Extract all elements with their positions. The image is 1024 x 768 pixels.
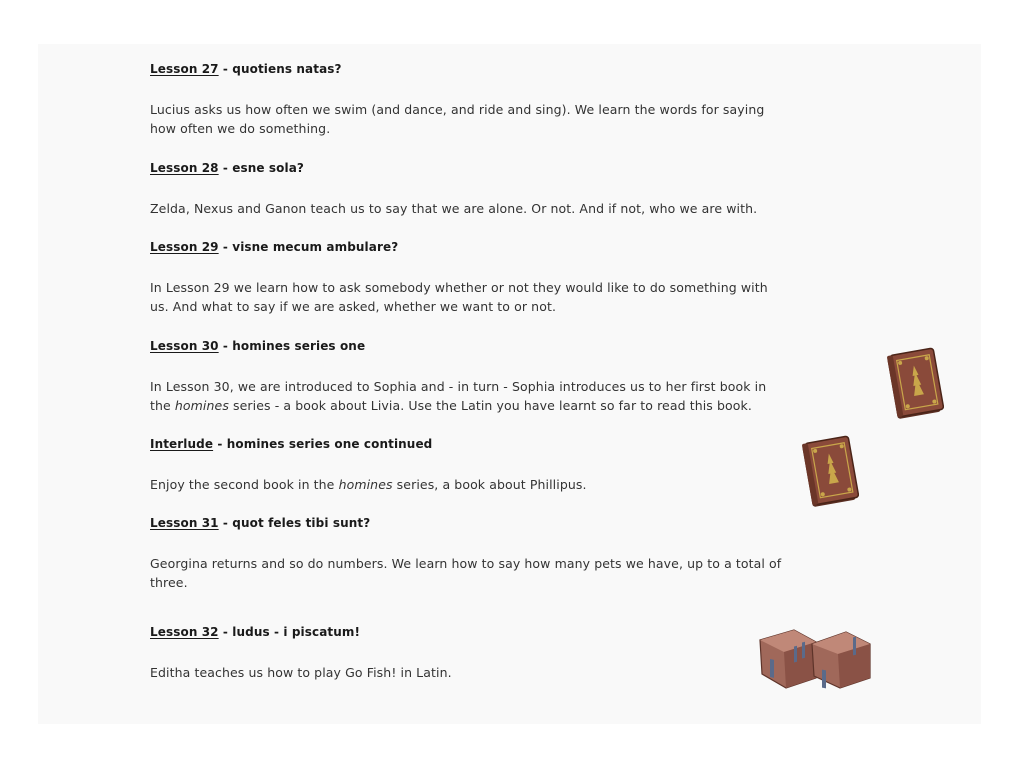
lesson-description: Zelda, Nexus and Ganon teach us to say that we are alone. Or not. And if not, who we are with. bbox=[150, 200, 758, 216]
dice-icon bbox=[756, 626, 874, 692]
lesson-description bbox=[150, 377, 790, 416]
description-text: series, a book about Phillipus. bbox=[392, 476, 587, 492]
lesson-link-29[interactable]: Lesson 29 bbox=[150, 240, 219, 254]
lesson-title: - esne sola? bbox=[218, 161, 304, 175]
lesson-link-32[interactable]: Lesson 32 bbox=[150, 625, 219, 639]
lesson-title: - quotiens natas? bbox=[218, 62, 342, 76]
lesson-heading bbox=[150, 159, 790, 179]
lesson-description: Lucius asks us how often we swim (and dance, and ride and sing). We learn the words for saying how often we do something. bbox=[150, 101, 765, 136]
lesson-description bbox=[150, 475, 790, 495]
lesson-description: Georgina returns and so do numbers. We learn how to say how many pets we have, up to a total of three. bbox=[150, 555, 782, 590]
lesson-link-31[interactable]: Lesson 31 bbox=[150, 516, 219, 530]
lesson-heading bbox=[150, 238, 790, 258]
lesson-entry-31 bbox=[150, 514, 790, 593]
lesson-entry-interlude bbox=[150, 435, 790, 494]
lesson-heading bbox=[150, 514, 790, 534]
lesson-entry-27 bbox=[150, 60, 790, 139]
series-name: homines bbox=[338, 476, 393, 492]
description-text: Enjoy the second book in the bbox=[150, 476, 339, 492]
lesson-description: In Lesson 29 we learn how to ask somebody whether or not they would like to do something with us. And what to say if we are asked, whether we want to or not. bbox=[150, 279, 768, 314]
lesson-entry-29 bbox=[150, 238, 790, 317]
book-icon bbox=[882, 346, 944, 422]
lesson-title: - quot feles tibi sunt? bbox=[218, 516, 371, 530]
book-icon bbox=[797, 434, 859, 510]
description-text: series - a book about Livia. Use the Latin you have learnt so far to read this book. bbox=[228, 398, 752, 413]
lesson-title: - ludus - i piscatum! bbox=[218, 625, 361, 639]
lesson-heading bbox=[150, 337, 790, 357]
lesson-heading bbox=[150, 435, 790, 455]
lesson-entry-30 bbox=[150, 337, 790, 416]
description-text: In Lesson 30, we are introduced to Sophia and - in turn - Sophia introduces us to her first book in the bbox=[150, 378, 767, 413]
series-name: homines bbox=[174, 398, 229, 413]
lesson-link-interlude[interactable]: Interlude bbox=[150, 437, 214, 451]
lesson-title: - visne mecum ambulare? bbox=[218, 240, 399, 254]
lesson-title: - homines series one bbox=[218, 339, 366, 353]
lesson-link-28[interactable]: Lesson 28 bbox=[150, 161, 219, 175]
lesson-link-27[interactable]: Lesson 27 bbox=[150, 62, 219, 76]
lesson-heading bbox=[150, 623, 790, 643]
lesson-heading bbox=[150, 60, 790, 80]
lesson-entry-28 bbox=[150, 159, 790, 218]
lesson-title: - homines series one continued bbox=[213, 437, 433, 451]
lesson-entry-32 bbox=[150, 623, 790, 682]
lesson-description: Editha teaches us how to play Go Fish! in Latin. bbox=[150, 664, 452, 680]
lesson-link-30[interactable]: Lesson 30 bbox=[150, 339, 219, 353]
